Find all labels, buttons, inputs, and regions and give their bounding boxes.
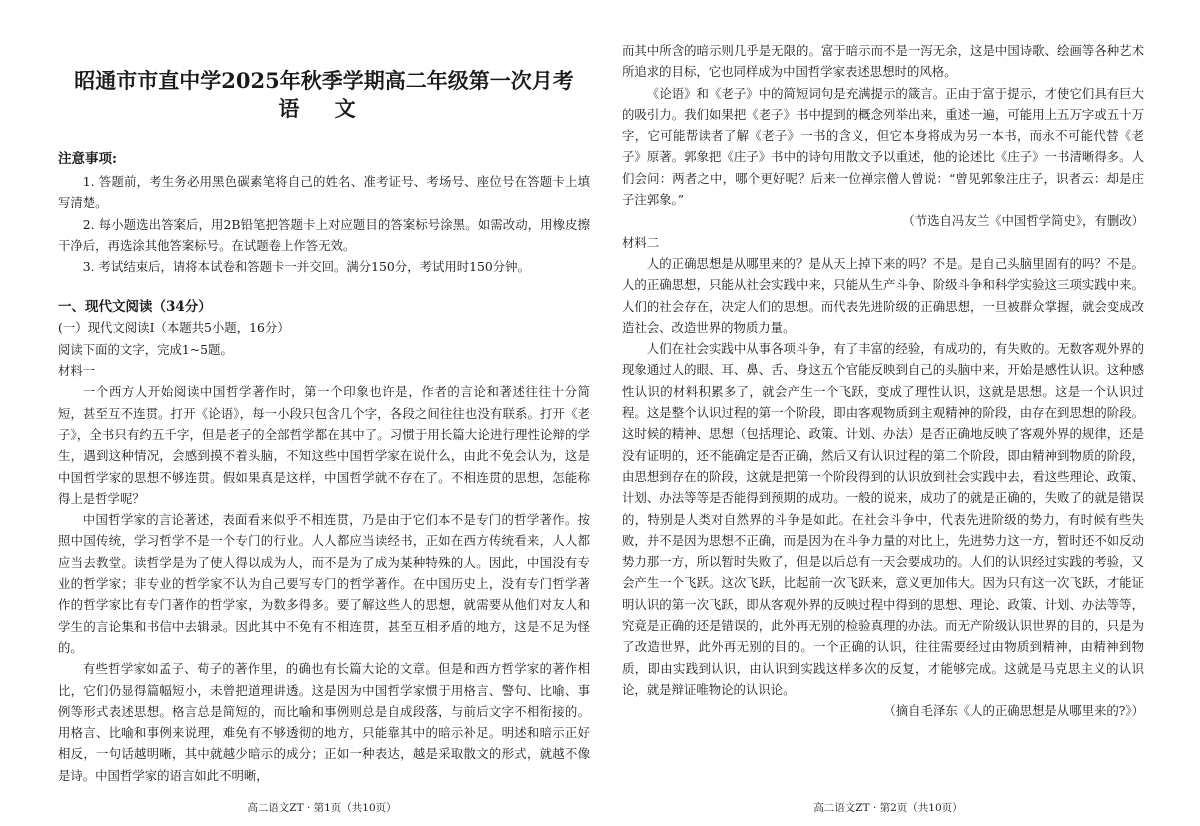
instruction: 阅读下面的文字，完成1~5题。 <box>58 341 233 357</box>
page-footer: 高二语文ZT · 第1页（共10页） <box>247 802 397 814</box>
material1-source: （节选自冯友兰《中国哲学简史》，有删改） <box>902 213 1144 229</box>
section-heading: 一、现代文阅读（34分） <box>58 299 212 316</box>
notice-heading: 注意事项: <box>58 151 117 167</box>
notice-item: 1. 答题前，考生务必用黑色碳素笔将自己的姓名、准考证号、考场号、座位号在答题卡上填写清楚。 <box>58 174 590 211</box>
material1-paragraph: 而其中所含的暗示则几乎是无限的。富于暗示而不是一泻无余，这是中国诗歌、绘画等各种艺术所追求的目标，它也同样成为中国哲学家表述思想时的风格。 <box>622 43 1144 80</box>
material1-paragraph: 《论语》和《老子》中的简短词句是充满提示的箴言。正由于富于提示，才使它们具有巨大的吸引力。我们如果把《老子》书中提到的概念列举出来，重述一遍，可能用上五万字或五十万字，它可能帮读者了解《老子》一书的含义，但它本身将成为另一本书，而永不可能代替《老子》原著。郭象把《庄子》书中的诗句用散文予以重述，他的论述比《庄子》一书清晰得多。人们会问：两者之中，哪个更好呢？后来一位禅宗僧人曾说：“曾见郭象注庄子，识者云：却是庄子注郭象。” <box>622 85 1144 208</box>
subsection-heading: (一）现代文阅读Ⅰ（本题共5小题，16分） <box>58 320 290 336</box>
material2-paragraph: 人的正确思想是从哪里来的？是从天上掉下来的吗？不是。是自己头脑里固有的吗？不是。人的正确思想，只能从社会实践中来，只能从生产斗争、阶级斗争和科学实验这三项实践中来。人们的社会存在，决定人们的思想。而代表先进阶级的正确思想，一旦被群众掌握，就会变成改造社会、改造世界的物质力量。 <box>622 255 1144 335</box>
notice-item: 2. 每小题选出答案后，用2B铅笔把答题卡上对应题目的答案标号涂黑。如需改动，用橡皮擦干净后，再选涂其他答案标号。在试题卷上作答无效。 <box>58 216 590 253</box>
notice-item: 3. 考试结束后，请将本试卷和答题卡一并交回。满分150分，考试用时150分钟。 <box>82 259 530 275</box>
material1-paragraph: 一个西方人开始阅读中国哲学著作时，第一个印象也许是，作者的言论和著述往往十分简短，甚至互不连贯。打开《论语》，每一小段只包含几个字，各段之间往往也没有联系。打开《老子》，全书只有约五千字，但是老子的全部哲学都在其中了。习惯于用长篇大论进行理性论辩的学生，遇到这种情况，会感到摸不着头脑，不知这些中国哲学家在说什么，由此不免会认为，这是中国哲学家的思想不够连贯。假如果真是这样，中国哲学就不存在了。不相连贯的思想，怎能称得上是哲学呢？ <box>58 384 590 506</box>
exam-title: 昭通市市直中学2025年秋季学期高二年级第一次月考 <box>74 68 574 93</box>
material1-paragraph: 有些哲学家如孟子、荀子的著作里，的确也有长篇大论的文章。但是和西方哲学家的著作相比，它们仍显得篇幅短小，未曾把道理讲透。这是因为中国哲学家惯于用格言、警句、比喻、事例等形式表述思想。格言总是简短的，而比喻和事例则总是自成段落，与前后文字不相衔接的。用格言、比喻和事例来说理，难免有不够透彻的地方，只能靠其中的暗示补足。明述和暗示正好相反，一句话越明晰，其中就越少暗示的成分；正如一种表达，越是采取散文的形式，就越不像是诗。中国哲学家的语言如此不明晰， <box>58 661 590 783</box>
material2-label: 材料二 <box>622 234 660 250</box>
page-footer: 高二语文ZT · 第2页（共10页） <box>813 802 963 814</box>
page-1 <box>58 0 590 826</box>
material2-source: （摘自毛泽东《人的正确思想是从哪里来的?》） <box>883 703 1144 719</box>
material2-paragraph: 人们在社会实践中从事各项斗争，有了丰富的经验，有成功的，有失败的。无数客观外界的现象通过人的眼、耳、鼻、舌、身这五个官能反映到自己的头脑中来，开始是感性认识。这种感性认识的材料积累多了，就会产生一个飞跃，变成了理性认识，这就是思想。这是一个认识过程。这是整个认识过程的第一个阶段，即由客观物质到主观精神的阶段，由存在到思想的阶段。这时候的精神、思想（包括理论、政策、计划、办法）是否正确地反映了客观外界的规律，还是没有证明的，还不能确定是否正确，然后又有认识过程的第二个阶段，即由精神到物质的阶段，由思想到存在的阶段，这就是把第一个阶段得到的认识放到社会实践中去，看这些理论、政策、计划、办法等等是否能得到预期的成功。一般的说来，成功了的就是正确的，失败了的就是错误的，特别是人类对自然界的斗争是如此。在社会斗争中，代表先进阶级的势力，有时候有些失败，并不是因为思想不正确，而是因为在斗争力量的对比上，先进势力这一方，暂时还不如反动势力那一方，所以暂时失败了，但是以后总有一天会要成功的。人们的认识经过实践的考验，又会产生一个飞跃。这次飞跃，比起前一次飞跃来，意义更加伟大。因为只有这一次飞跃，才能证明认识的第一次飞跃，即从客观外界的反映过程中得到的思想、理论、政策、计划、办法等等，究竟是正确的还是错误的，此外再无别的检验真理的办法。而无产阶级认识世界的目的，只是为了改造世界，此外再无别的目的。一个正确的认识，往往需要经过由物质到精神，由精神到物质，即由实践到认识，由认识到实践这样多次的反复，才能够完成。这就是马克思主义的认识论，就是辩证唯物论的认识论。 <box>622 341 1144 697</box>
material1-paragraph: 中国哲学家的言论著述，表面看来似乎不相连贯，乃是由于它们本不是专门的哲学著作。按照中国传统，学习哲学不是一个专门的行业。人人都应当读经书，正如在西方传统看来，人人都应当去教堂。读哲学是为了使人得以成为人，而不是为了成为某种特殊的人。因此，中国没有专业的哲学家；非专业的哲学家不认为自己要写专门的哲学著作。在中国历史上，没有专门哲学著作的哲学家比有专门著作的哲学家，为数多得多。要了解这些人的思想，就需要从他们对友人和学生的言论集和书信中去辑录。因此其中不免有不相连贯，甚至互相矛盾的地方，这是不足为怪的。 <box>58 512 590 655</box>
subject-title: 语 文 <box>278 96 370 121</box>
material1-label: 材料一 <box>58 363 96 379</box>
page-2 <box>622 0 1144 826</box>
